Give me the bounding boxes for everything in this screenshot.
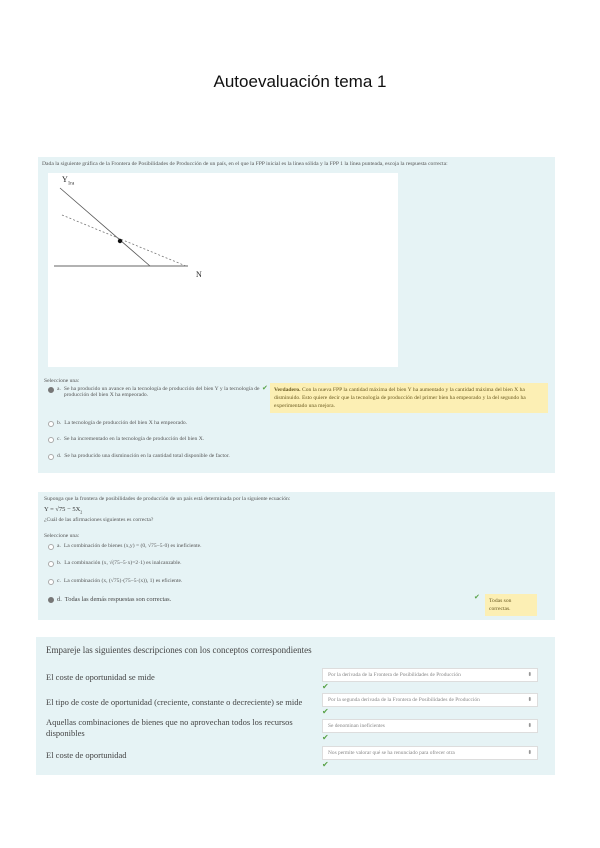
match-row-4-label: El coste de oportunidad [46, 750, 127, 760]
select-arrow-icon: ⬍ [527, 750, 532, 756]
question-1-prompt: Dada la siguiente gráfica de la Frontera de Posibilidades de Producción de un país, en el que la FPP inicial es la línea sólida y la FPP 1 la línea punteada, escoja la respuesta correcta: [42, 161, 448, 167]
question-2-option-a[interactable]: a. La combinación de bienes (x,y) = (0, √75−5·0) es ineficiente. [48, 543, 448, 550]
select-arrow-icon: ⬍ [527, 697, 532, 703]
match-row-4-select[interactable]: Nos permite valorar qué se ha renunciado para ofrecer otra ⬍ [322, 746, 538, 760]
radio[interactable] [48, 579, 54, 585]
select-arrow-icon: ⬍ [527, 672, 532, 678]
match-row-3-select[interactable]: Se denominan ineficientes ⬍ [322, 719, 538, 733]
question-2-select-label: Seleccione una: [44, 533, 80, 539]
question-1-feedback: Verdadero. Con la nueva FPP la cantidad máxima del bien Y ha aumentado y la cantidad máxima del bien X ha disminuido. Esto quiere decir que la tecnología de producción del primer bien ha empeorado y la del segundo ha experimentado una mejora. [270, 383, 548, 413]
question-2-panel [38, 492, 555, 620]
radio[interactable] [48, 421, 54, 427]
check-icon: ✔ [262, 384, 268, 392]
match-row-3-label: Aquellas combinaciones de bienes que no aprovechan todos los recursos disponibles [46, 717, 293, 738]
question-3-panel [36, 637, 555, 775]
radio-selected[interactable] [48, 387, 54, 393]
question-1-select-label: Seleccione una: [44, 378, 80, 384]
question-1-option-a[interactable]: a. Se ha producido un avance en la tecnología de producción del bien Y y la tecnología de producción del bien X ha empeorado. [48, 386, 260, 398]
question-1-option-b[interactable]: b. La tecnología de producción del bien X ha empeorado. [48, 420, 348, 427]
question-2-option-b[interactable]: b. La combinación (x, √(75−5·x)=2·1) es inalcanzable. [48, 560, 448, 567]
fpp-initial-line [60, 188, 150, 266]
intersection-point [118, 239, 122, 243]
fpp-1-line [62, 215, 186, 266]
ppf-graph-svg [48, 173, 398, 367]
x-axis-label: N [196, 270, 202, 279]
check-icon: ✔ [474, 593, 480, 601]
question-1-option-d[interactable]: d. Se ha producido una disminución en la cantidad total disponible de factor. [48, 453, 348, 460]
match-row-1-select[interactable]: Por la derivada de la Frontera de Posibilidades de Producción ⬍ [322, 668, 538, 682]
question-2-option-c[interactable]: c. La combinación (x, (√75)·(75−5·(x)), 1) es eficiente. [48, 578, 448, 585]
radio[interactable] [48, 437, 54, 443]
question-1-panel [38, 157, 555, 473]
radio[interactable] [48, 544, 54, 550]
check-icon: ✔ [322, 682, 329, 691]
question-2-equation: $Y = √75 - 5X_2$ [44, 506, 83, 515]
match-row-2-select[interactable]: Por la segunda derivada de la Frontera de Posibilidades de Producción ⬍ [322, 693, 538, 707]
check-icon: ✔ [322, 733, 329, 742]
check-icon: ✔ [322, 760, 329, 769]
question-3-prompt: Empareje las siguientes descripciones con los conceptos correspondientes [46, 645, 312, 655]
radio-selected[interactable] [48, 597, 54, 603]
question-2-question: ¿Cuál de las afirmaciones siguientes es correcta? [44, 517, 154, 523]
radio[interactable] [48, 561, 54, 567]
ppf-graph [48, 173, 398, 367]
check-icon: ✔ [322, 707, 329, 716]
select-arrow-icon: ⬍ [527, 723, 532, 729]
question-1-option-c[interactable]: c. Se ha incrementado en la tecnología de producción del bien X. [48, 436, 348, 443]
page-title: Autoevaluación tema 1 [213, 72, 387, 91]
question-2-option-d[interactable]: d. Todas las demás respuestas son correctas. [48, 596, 448, 603]
question-2-feedback: Todas son correctas. [485, 594, 537, 616]
y-axis-label: $Y_{1ra}$ [62, 175, 75, 187]
question-2-prompt: Suponga que la frontera de posibilidades de producción de un país está determinada por la siguiente ecuación: [44, 496, 291, 502]
match-row-1-label: El coste de oportunidad se mide [46, 672, 155, 682]
radio[interactable] [48, 454, 54, 460]
match-row-2-label: El tipo de coste de oportunidad (creciente, constante o decreciente) se mide [46, 697, 303, 707]
